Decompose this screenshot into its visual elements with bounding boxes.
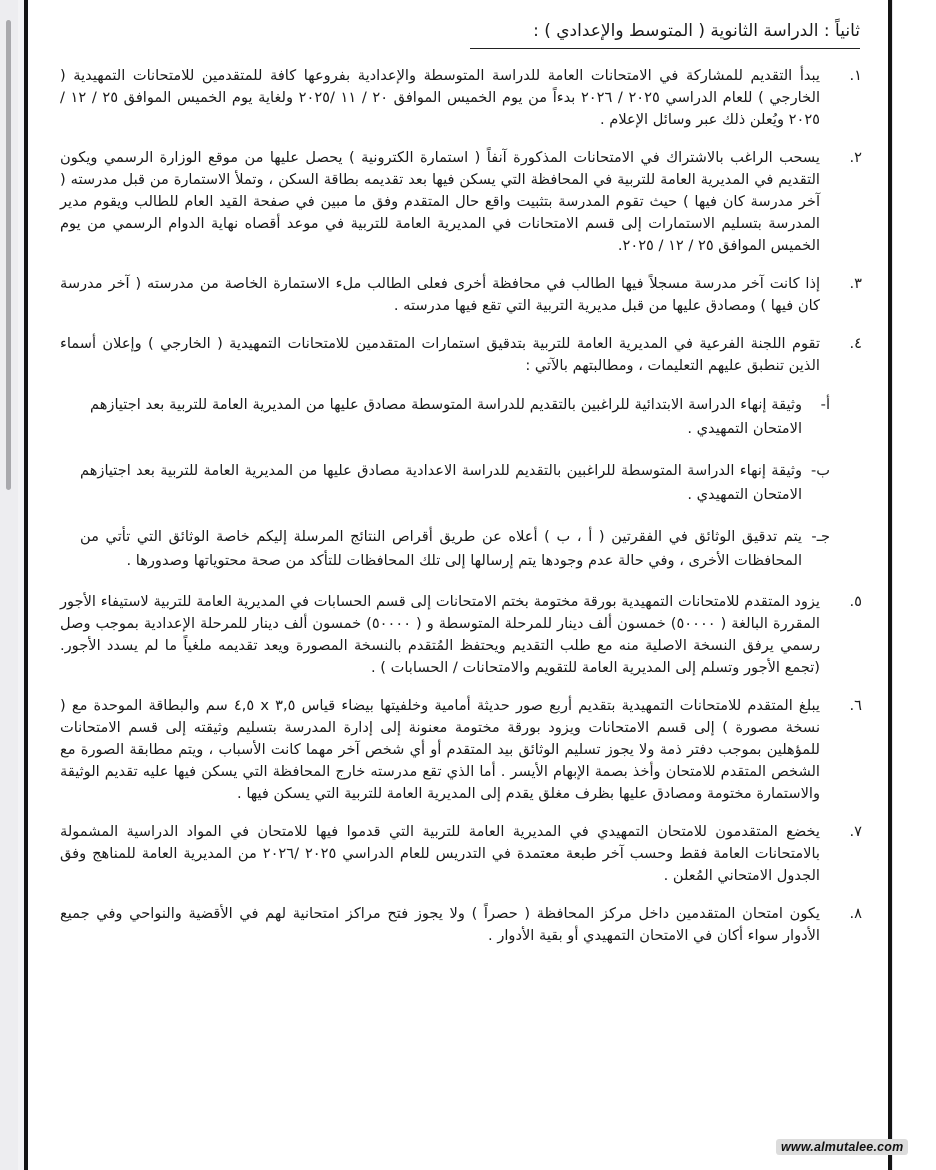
item-text: يكون امتحان المتقدمين داخل مركز المحافظة ( حصراً ) ولا يجوز فتح مراكز امتحانية لهم في الأقضية والنواحي وفي جميع الأدوار سواء أكان في الامتحان التمهيدي أو بقية الأدوار . [60,905,820,944]
item-number: ٣. [849,275,862,292]
item-text: يخضع المتقدمون للامتحان التمهيدي في المديرية العامة للتربية التي قدموا فيها للامتحان في المواد الدراسية المشمولة بالامتحانات العامة فقط وحسب آخر طبعة معتمدة في التدريس للعام الدراسي ٢٠٢٥ /٢٠٢٦ من المديرية العامة للمناهج وفق الجدول الامتحاني المُعلن . [60,823,820,884]
sub-item-text: يتم تدقيق الوثائق في الفقرتين ( أ ، ب ) أعلاه عن طريق أقراص النتائج المرسلة إليكم خاصة الوثائق التي تأتي من المحافظات الأخرى ، وفي حالة عدم وجودها يتم إرسالها إلى تلك المحافظات للتأكد من صحة محتوياتها وصدورها . [80,528,802,569]
scrollbar-thumb[interactable] [6,20,11,490]
item-number: ٦. [849,697,862,714]
sub-item-letter: أ- [820,396,830,413]
item-number: ٤. [849,335,862,352]
item-text: يزود المتقدم للامتحانات التمهيدية بورقة مختومة بختم الامتحانات إلى قسم الحسابات في المديرية العامة للتربية لاستيفاء الأجور المقررة البالغة ( ٥٠٠٠٠) خمسون ألف دينار للمرحلة المتوسطة و ( ٥٠٠٠٠) خمسون ألف دينار للمرحلة الإعدادية بموجب وصل رسمي يرفق النسخة الاصلية منه مع طلب التقديم ويحتفظ المُتقدم بالنسخة المصورة ويعد تقديمه ملغياً ما لم يسدد الأجور. (تجمع الأجور وتسلم إلى المديرية العامة للتقويم والامتحانات / الحسابات ) . [60,593,820,676]
sub-item-text: وثيقة إنهاء الدراسة الابتدائية للراغبين بالتقديم للدراسة المتوسطة مصادق عليها من المديرية العامة للتربية بعد اجتيازهم الامتحان التمهيدي . [90,396,802,437]
list-item-8 [60,903,860,947]
item-number: ٨. [849,905,862,922]
list-item-7 [60,821,860,887]
item-number: ٧. [849,823,862,840]
list-item-5 [60,591,860,679]
item-text: يبدأ التقديم للمشاركة في الامتحانات العامة للدراسة المتوسطة والإعدادية بفروعها كافة للمتقدمين للامتحانات التمهيدية ( الخارجي ) للعام الدراسي ٢٠٢٥ / ٢٠٢٦ بدءاً من يوم الخميس الموافق ٢٠ / ١١ /٢٠٢٥ ولغاية يوم الخميس الموافق ٢٥ / ١٢ / ٢٠٢٥ ويُعلن ذلك عبر وسائل الإعلام . [60,67,820,128]
item-number: ٥. [849,593,862,610]
list-item-3 [60,273,860,317]
item-number: ١. [849,67,862,84]
item-text: يبلغ المتقدم للامتحانات التمهيدية بتقديم أربع صور حديثة أمامية وخلفيتها بيضاء قياس ٣,٥ x ٤,٥ سم والبطاقة الموحدة مع ( نسخة مصورة ) إلى قسم الامتحانات ويزود بورقة مختومة معنونة إلى إدارة المدرسة بتسليم وثيقته إلى قسم الامتحانات للمؤهلين بموجب دفتر ذمة ولا يجوز تسليم الوثائق بيد المتقدم أو أي شخص آخر مهما كانت الأسباب ، ويتم مطابقة الصورة مع الشخص المتقدم للامتحان وأخذ بصمة الإبهام الأيسر . أما الذي تقع مدرسته خارج المحافظة التي يسكن فيها عليه تقديم الوثيقة والاستمارة مختومة ومصادق عليها بظرف مغلق يقدم إلى المديرية العامة للتربية التي يسكن فيها . [60,697,820,802]
list-item-1 [60,65,860,131]
sub-item-text: وثيقة إنهاء الدراسة المتوسطة للراغبين بالتقديم للدراسة الاعدادية مصادق عليها من المديرية العامة للتربية بعد اجتيازهم الامتحان التمهيدي . [80,462,802,503]
section-heading: ثانياً : الدراسة الثانوية ( المتوسط والإعدادي ) : [470,18,860,49]
item-text: إذا كانت آخر مدرسة مسجلاً فيها الطالب في محافظة أخرى فعلى الطالب ملء الاستمارة الخاصة من مدرسته ( آخر مدرسة كان فيها ) ومصادق عليها من قبل مديرية التربية التي تقع فيها مدرسته . [60,275,820,314]
list-item-4 [60,333,860,377]
right-gutter [892,0,936,1170]
item-number: ٢. [849,149,862,166]
sub-item-letter: ب- [810,462,830,479]
list-item-2 [60,147,860,257]
item-text: تقوم اللجنة الفرعية في المديرية العامة للتربية بتدقيق استمارات المتقدمين للامتحانات التمهيدية ( الخارجي ) وإعلان أسماء الذين تنطبق عليهم التعليمات ، ومطالبتهم بالآتي : [60,335,820,374]
sub-item-a [60,393,860,441]
sub-item-letter: جـ- [811,528,830,545]
document-content [60,18,860,963]
item-text: يسحب الراغب بالاشتراك في الامتحانات المذكورة آنفاً ( استمارة الكترونية ) يحصل عليها من موقع الوزارة الرسمي ويكون التقديم في المديرية العامة للتربية في المحافظة التي يسكن فيها بعد تقديمه بطاقة السكن ، وتملأ الاستمارة من قبل مدرسته ( آخر مدرسة كان فيها ) حيث تقوم المدرسة بتثبيت واقع حال المتقدم وفق ما مبين في صفحة القيد العام للطالب ويقوم مدير المدرسة بتسليم الاستمارات إلى قسم الامتحانات في المديرية العامة للتربية في موعد أقصاه نهاية الدوام الرسمي من يوم الخميس الموافق ٢٥ / ١٢ / ٢٠٢٥. [60,149,820,254]
list-item-6 [60,695,860,805]
scrollbar-track[interactable] [0,0,18,1170]
sub-item-b [60,459,860,507]
sub-item-c [60,525,860,573]
watermark: www.almutalee.com [776,1139,908,1155]
